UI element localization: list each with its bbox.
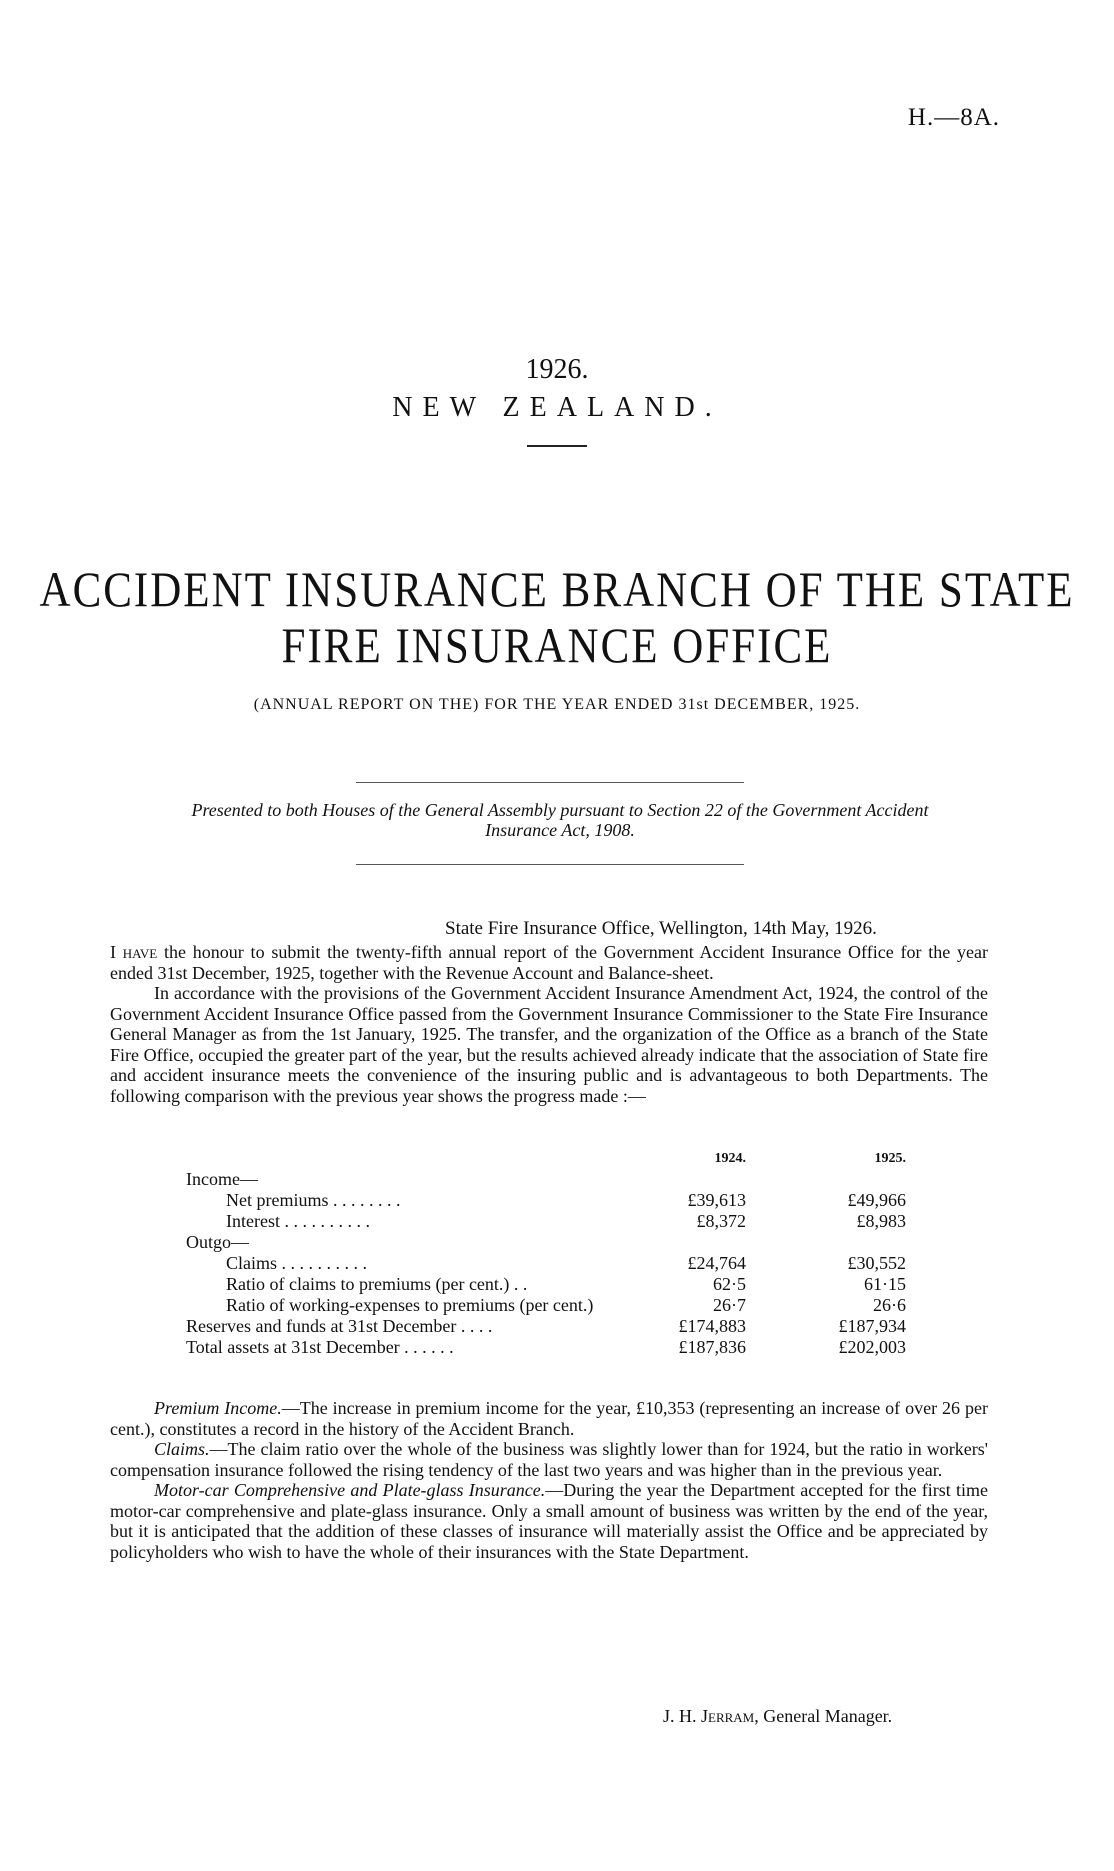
value-1924: 62·5 xyxy=(713,1274,746,1294)
motor-car-text: —During the year the Department accepted for the first time motor-car comprehensive and plate-glass insurance. Only a small amount of business was written by the end of the year, but it is anticipated that the addition of these classes of insurance will materially assist the Office and be appreciated by policyholders who wish to have the whole of their insurances with the State Department. xyxy=(110,1480,989,1562)
row-label: Net premiums . . . . . . . . xyxy=(226,1190,401,1210)
opening-words: I have xyxy=(110,942,158,962)
value-1924: 26·7 xyxy=(713,1295,746,1315)
value-1924 xyxy=(661,1232,746,1253)
claims-heading: Claims. xyxy=(154,1439,210,1459)
row-label: Claims . . . . . . . . . . xyxy=(226,1253,368,1273)
subtitle-day: 31st xyxy=(678,696,710,713)
presentation-line-1: Presented to both Houses of the General Assembly pursuant to Section 22 of the Government Accident xyxy=(191,800,929,820)
signatory-title: , General Manager. xyxy=(754,1706,893,1726)
signature-block xyxy=(663,1706,892,1727)
table-row xyxy=(186,1190,906,1211)
comparison-table-body xyxy=(186,1169,906,1358)
value-1924: £187,836 xyxy=(678,1337,746,1357)
presentation-line-2: Insurance Act, 1908. xyxy=(485,820,635,840)
value-1924: £174,883 xyxy=(678,1316,746,1336)
row-label: Interest . . . . . . . . . . xyxy=(226,1211,370,1231)
table-row xyxy=(186,1253,906,1274)
value-1925 xyxy=(746,1169,906,1190)
table-row xyxy=(186,1295,906,1316)
presentation-note xyxy=(110,800,1010,840)
value-1925: £49,966 xyxy=(847,1190,906,1210)
signatory-name: J. H. Jerram xyxy=(663,1706,755,1726)
table-header-row xyxy=(186,1148,906,1169)
paragraph-1-text: the honour to submit the twenty-fifth annual report of the Government Accident Insurance Office for the year ended 31st December, 1925, together with the Revenue Account and Balance-sheet. xyxy=(110,942,988,983)
letter-body xyxy=(110,942,988,1106)
subtitle-suffix: DECEMBER, 1925. xyxy=(709,696,861,713)
value-1925 xyxy=(746,1232,906,1253)
value-1925: £8,983 xyxy=(856,1211,906,1231)
value-1924: £24,764 xyxy=(687,1253,746,1273)
lower-divider xyxy=(356,864,744,865)
report-title-line-1: ACCIDENT INSURANCE BRANCH OF THE STATE xyxy=(39,563,1075,618)
table-row xyxy=(186,1316,906,1337)
row-label: Reserves and funds at 31st December . . . . xyxy=(186,1316,493,1336)
report-title-line-2: FIRE INSURANCE OFFICE xyxy=(281,619,833,674)
premium-income-text: —The increase in premium income for the year, £10,353 (representing an increase of over 26 per cent.), constitutes a record in the history of the Accident Branch. xyxy=(110,1398,988,1439)
motor-car-heading: Motor-car Comprehensive and Plate-glass Insurance. xyxy=(154,1480,546,1500)
value-1925: £30,552 xyxy=(847,1253,906,1273)
table-row xyxy=(186,1274,906,1295)
table-row xyxy=(186,1337,906,1358)
heading-divider xyxy=(527,445,587,447)
table-header-label xyxy=(186,1148,661,1169)
value-1924: £8,372 xyxy=(696,1211,746,1231)
premium-income-paragraph xyxy=(110,1398,988,1439)
commentary xyxy=(110,1398,988,1562)
premium-income-heading: Premium Income. xyxy=(154,1398,282,1418)
claims-text: —The claim ratio over the whole of the business was slightly lower than for 1924, but the ratio in workers' compensation insurance followed the rising tendency of the last two years and was higher than in the previous year. xyxy=(110,1439,988,1480)
value-1925: 26·6 xyxy=(873,1295,906,1315)
comparison-table xyxy=(186,1148,906,1358)
subtitle-prefix: (ANNUAL REPORT ON THE) FOR THE YEAR ENDED xyxy=(253,696,679,713)
claims-paragraph xyxy=(110,1439,988,1480)
table-row xyxy=(186,1169,906,1190)
document-reference: H.—8A. xyxy=(907,104,1000,131)
row-label: Outgo— xyxy=(186,1232,249,1252)
country-heading: NEW ZEALAND. xyxy=(392,392,722,423)
value-1924: £39,613 xyxy=(687,1190,746,1210)
row-label: Total assets at 31st December . . . . . . xyxy=(186,1337,454,1357)
row-label: Ratio of working-expenses to premiums (per cent.) xyxy=(226,1295,594,1315)
report-subtitle xyxy=(0,696,1114,714)
table-header-1925: 1925. xyxy=(874,1150,906,1166)
table-row xyxy=(186,1211,906,1232)
table-header-1924: 1924. xyxy=(714,1150,746,1166)
table-row xyxy=(186,1232,906,1253)
row-label: Income— xyxy=(186,1169,258,1189)
row-label: Ratio of claims to premiums (per cent.) . . xyxy=(226,1274,528,1294)
paragraph-1 xyxy=(110,942,988,983)
paragraph-2: In accordance with the provisions of the Government Accident Insurance Amendment Act, 1924, the control of the Government Accident Insurance Office passed from the Government Insurance Commissioner to the State Fire Insurance General Manager as from the 1st January, 1925. The transfer, and the organization of the Office as a branch of the State Fire Office, occupied the greater part of the year, but the results achieved already indicate that the association of State fire and accident insurance meets the convenience of the insuring public and is advantageous to both Departments. The following comparison with the previous year shows the progress made :— xyxy=(110,983,988,1106)
value-1925: £202,003 xyxy=(838,1337,906,1357)
motor-car-paragraph xyxy=(110,1480,988,1562)
letter-dateline: State Fire Insurance Office, Wellington, 14th May, 1926. xyxy=(445,918,877,939)
value-1924 xyxy=(661,1169,746,1190)
value-1925: 61·15 xyxy=(864,1274,906,1294)
value-1925: £187,934 xyxy=(838,1316,906,1336)
upper-divider xyxy=(356,782,744,783)
report-year: 1926. xyxy=(525,354,589,385)
